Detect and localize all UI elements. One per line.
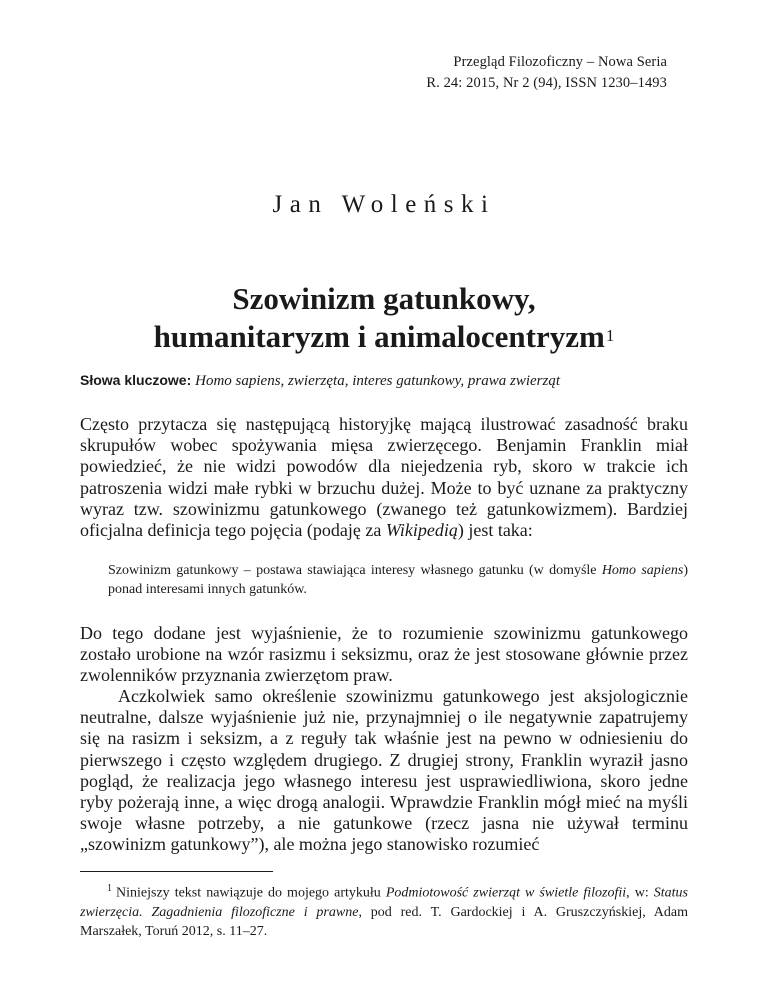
footnote-italic-1: Podmiotowość zwierząt w świetle filozofii xyxy=(385,885,627,901)
footnote-end: , pod red. T. Gardockiej i A. Gruszczyńskiej, Adam Marszałek, Toruń 2012, s. 11–27. xyxy=(80,904,688,939)
journal-name: Przegląd Filozoficzny – Nowa Seria xyxy=(453,54,667,70)
footnote-mark: 1 xyxy=(107,883,112,894)
quote-text: Szowinizm gatunkowy – postawa stawiająca interesy własnego gatunku (w domyśle xyxy=(108,563,602,578)
quote-italic: Homo sapiens xyxy=(601,563,684,578)
keywords xyxy=(80,372,680,390)
author-name: Jan Woleński xyxy=(272,191,496,218)
title-line-2 xyxy=(0,318,768,356)
paragraph-1-end: ) jest taka: xyxy=(457,520,533,541)
keywords-text: Homo sapiens, zwierzęta, interes gatunkowy, prawa zwierząt xyxy=(195,373,561,389)
block-quote xyxy=(108,561,688,599)
title-line-2-text: humanitaryzm i animalocentryzm xyxy=(153,319,605,354)
footnote-divider xyxy=(80,871,273,872)
title-line-1: Szowinizm gatunkowy, xyxy=(232,281,536,316)
paragraph-1 xyxy=(80,414,688,541)
journal-header xyxy=(426,52,667,94)
article-title xyxy=(0,280,768,356)
journal-issue: R. 24: 2015, Nr 2 (94), ISSN 1230–1493 xyxy=(426,75,667,91)
paragraph-1-italic: Wikipedią xyxy=(385,520,458,541)
title-footnote-mark: 1 xyxy=(605,326,615,345)
paragraph-2: Do tego dodane jest wyjaśnienie, że to rozumienie szowinizmu gatunkowego zostało urobione na wzór rasizmu i seksizmu, oraz że jest stosowane głównie przez zwolenników przyznania zwierzętom praw. xyxy=(80,623,688,686)
paragraph-1-text: Często przytacza się następującą historyjkę mającą ilustrować zasadność braku skrupułów wobec spożywania mięsa zwierzęcego. Benjamin Franklin miał powiedzieć, że nie widzi powodów dla niejedzenia ryb, skoro w trakcie ich patroszenia widzi małe rybki w brzuchu dużej. Może to być uznane za praktyczny wyraz tzw. szowinizmu gatunkowego (zwanego też gatunkowizmem). Bardziej oficjalna definicja tego pojęcia (podaję za xyxy=(80,414,688,541)
footnote-text: Niniejszy tekst nawiązuje do mojego artykułu xyxy=(116,885,386,901)
footnote-middle: , w: xyxy=(626,885,654,901)
footnote xyxy=(80,879,688,941)
paragraph-3: Aczkolwiek samo określenie szowinizmu gatunkowego jest aksjologicznie neutralne, dalsze wyjaśnienie już nie, przynajmniej o ile negatywnie zapatrujemy się na rasizm i seksizm, a z reguły tak właśnie jest na pewno w odniesieniu do pierwszego i często względem drugiego. Z drugiej strony, Franklin wyraził jasno pogląd, że realizacja jego własnego interesu jest usprawiedliwiona, skoro jedne ryby pożerają inne, a więc drogą analogii. Wprawdzie Franklin mógł mieć na myśli swoje własne potrzeby, a nie gatunkowe (rzecz jasna nie używał terminu „szowinizm gatunkowy”), ale można jego stanowisko rozumieć xyxy=(80,686,688,855)
footnote-italic-2: Status zwierzęcia. Zagadnienia filozoficzne i prawne xyxy=(80,885,688,920)
keywords-label: Słowa kluczowe: xyxy=(80,372,192,388)
quote-end: ) ponad interesami innych gatunków. xyxy=(108,563,688,597)
